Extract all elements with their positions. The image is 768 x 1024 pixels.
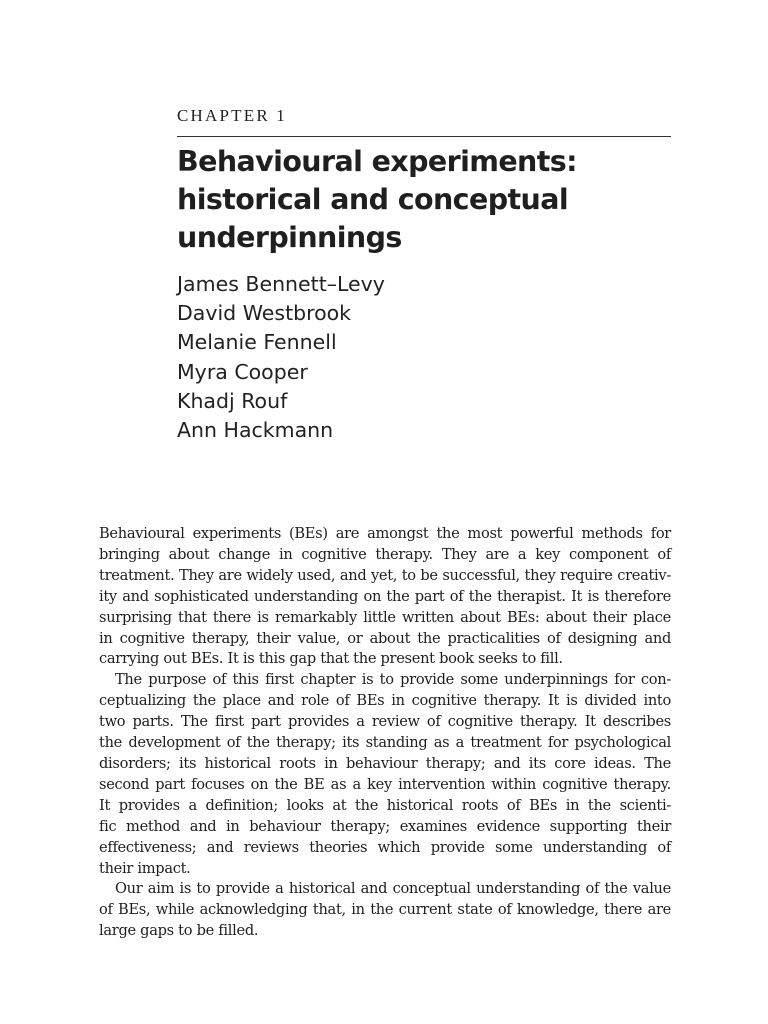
chapter-label: CHAPTER 1	[177, 106, 288, 125]
text-line: effectiveness; and reviews theories which provide some understanding of	[99, 838, 671, 856]
text-line: second part focuses on the BE as a key intervention within cognitive therapy.	[99, 775, 671, 793]
chapter-title	[177, 143, 671, 257]
text-line: Behavioural experiments (BEs) are amongst the most powerful methods for	[99, 525, 671, 542]
text-line: carrying out BEs. It is this gap that the present book seeks to fill.	[99, 650, 563, 668]
text-line: disorders; its historical roots in behaviour therapy; and its core ideas. The	[99, 754, 671, 772]
text-line: treatment. They are widely used, and yet, to be successful, they require creativ-	[99, 566, 671, 584]
author-name: Khadj Rouf	[177, 388, 288, 413]
text-line: of BEs, while acknowledging that, in the current state of knowledge, there are	[99, 901, 671, 919]
author-name: James Bennett–Levy	[177, 272, 385, 296]
text-line: ceptualizing the place and role of BEs in cognitive therapy. It is divided into	[99, 692, 671, 710]
text-line: two parts. The first part provides a review of cognitive therapy. It describes	[99, 713, 671, 731]
paragraph-purpose	[99, 670, 671, 879]
author-list	[177, 270, 385, 445]
paragraph-intro	[99, 524, 671, 670]
chapter-title-line: historical and conceptual	[177, 183, 569, 216]
author-name: Ann Hackmann	[177, 418, 334, 443]
chapter-title-line: underpinnings	[177, 221, 402, 254]
text-line: in cognitive therapy, their value, or about the practicalities of designing and	[99, 629, 671, 647]
text-line: bringing about change in cognitive therapy. They are a key component of	[99, 545, 671, 563]
text-line: their impact.	[99, 859, 191, 877]
text-line: the development of the therapy; its standing as a treatment for psychological	[99, 734, 671, 752]
author-name: Melanie Fennell	[177, 330, 337, 355]
chapter-title-line: Behavioural experiments:	[177, 145, 577, 178]
text-line: Our aim is to provide a historical and conceptual understanding of the value	[115, 880, 671, 898]
text-line: It provides a definition; looks at the historical roots of BEs in the scienti-	[99, 796, 671, 814]
paragraph-aim	[99, 879, 671, 942]
author-name: Myra Cooper	[177, 359, 308, 384]
text-line: large gaps to be filled.	[99, 922, 259, 940]
body-text	[99, 524, 671, 942]
chapter-divider	[177, 136, 671, 137]
text-line: fic method and in behaviour therapy; examines evidence supporting their	[99, 817, 671, 835]
text-line: surprising that there is remarkably little written about BEs: about their place	[99, 608, 671, 626]
author-name: David Westbrook	[177, 301, 352, 326]
text-line: The purpose of this first chapter is to provide some underpinnings for con-	[115, 671, 671, 689]
text-line: ity and sophisticated understanding on the part of the therapist. It is therefore	[99, 587, 671, 605]
